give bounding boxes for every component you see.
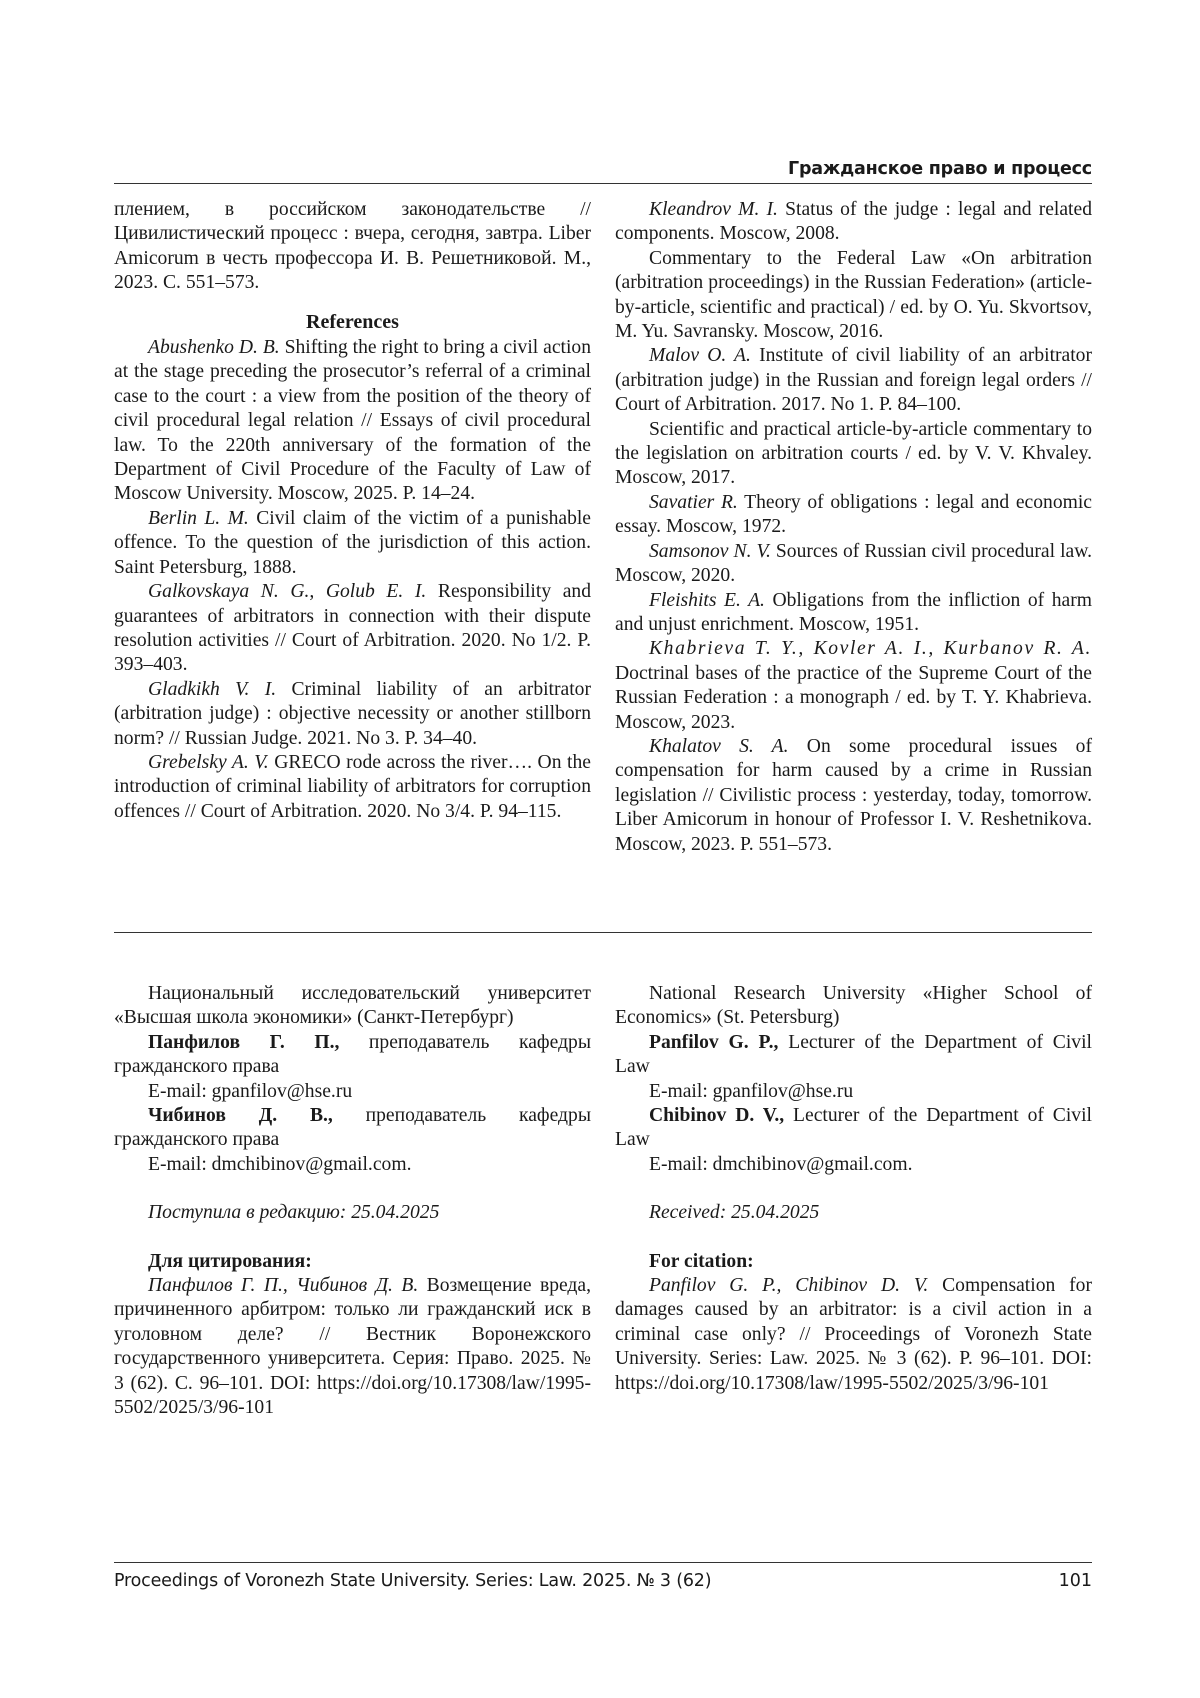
continued-paragraph: плением, в российском законодательстве // Цивилистический процесс : вчера, сегодня, завтра. Liber Amicorum в честь профессора И. В. Решетниковой. М., 2023. С. 551–573. — [114, 198, 591, 296]
author-name: Chibinov D. V., — [649, 1105, 784, 1126]
header-divider — [114, 183, 1092, 184]
reference-item: Berlin L. M. Civil claim of the victim of a punishable offence. To the question of the jurisdiction of this action. Saint Petersburg, 1888. — [114, 507, 591, 580]
author-email: E-mail: dmchibinov@gmail.com. — [615, 1153, 1092, 1177]
reference-author: Kleandrov M. I. — [649, 199, 778, 220]
reference-item: Grebelsky A. V. GRECO rode across the river…. On the introduction of criminal liability of arbitrators for corruption offences // Court of Arbitration. 2020. No 3/4. P. 94–115. — [114, 751, 591, 824]
author-info-russian — [114, 982, 591, 1421]
reference-item: Kleandrov M. I. Status of the judge : legal and related components. Moscow, 2008. — [615, 198, 1092, 247]
reference-item: Galkovskaya N. G., Golub E. I. Responsibility and guarantees of arbitrators in connection with their dispute resolution activities // Court of Arbitration. 2020. No 1/2. P. 393–403. — [114, 580, 591, 678]
reference-author: Khalatov S. A. — [649, 736, 789, 757]
reference-author: Gladkikh V. I. — [148, 679, 276, 700]
author-email: E-mail: gpanfilov@hse.ru — [615, 1080, 1092, 1104]
reference-item: Fleishits E. A. Obligations from the infliction of harm and unjust enrichment. Moscow, 1951. — [615, 589, 1092, 638]
affiliation: Национальный исследовательский университет «Высшая школа экономики» (Санкт-Петербург) — [114, 982, 591, 1031]
author-entry: Панфилов Г. П., преподаватель кафедры гражданского права — [114, 1031, 591, 1080]
left-column-references — [114, 198, 591, 824]
reference-author: Malov O. A. — [649, 345, 751, 366]
reference-author: Khabrieva T. Y., Kovler A. I., Kurbanov R. A. — [649, 638, 1092, 659]
reference-item: Scientific and practical article-by-article commentary to the legislation on arbitration courts / ed. by V. V. Khvaley. Moscow, 2017. — [615, 418, 1092, 491]
section-divider — [114, 932, 1092, 933]
citation-heading: For citation: — [615, 1250, 1092, 1274]
author-name: Panfilov G. P., — [649, 1032, 778, 1053]
reference-item: Commentary to the Federal Law «On arbitration (arbitration proceedings) in the Russian Federation» (article-by-article, scientific and practical) / ed. by O. Yu. Skvortsov, M. Yu. Savransky. Moscow, 2016. — [615, 247, 1092, 345]
right-column-references — [615, 198, 1092, 857]
footer-journal-title: Proceedings of Voronezh State University. Series: Law. 2025. № 3 (62) — [114, 1571, 711, 1591]
author-email: E-mail: dmchibinov@gmail.com. — [114, 1153, 591, 1177]
author-entry: Чибинов Д. В., преподаватель кафедры гражданского права — [114, 1104, 591, 1153]
citation-heading: Для цитирования: — [114, 1250, 591, 1274]
reference-item: Khabrieva T. Y., Kovler A. I., Kurbanov R. A. Doctrinal bases of the practice of the Supreme Court of the Russian Federation : a monograph / ed. by T. Y. Khabrieva. Moscow, 2023. — [615, 637, 1092, 735]
reference-author: Savatier R. — [649, 492, 738, 513]
citation-text: Панфилов Г. П., Чибинов Д. В. Возмещение вреда, причиненного арбитром: только ли гражданский иск в уголовном деле? // Вестник Воронежского государственного университета. Серия: Право. 2025. № 3 (62). С. 96–101. DOI: https://doi.org/10.17308/law/1995-5502/2025/3/96-101 — [114, 1274, 591, 1420]
author-name: Панфилов Г. П., — [148, 1032, 339, 1053]
citation-text: Panfilov G. P., Chibinov D. V. Compensation for damages caused by an arbitrator: is a civil action in a criminal case only? // Proceedings of Voronezh State University. Series: Law. 2025. № 3 (62). P. 96–101. DOI: https://doi.org/10.17308/law/1995-5502/2025/3/96-101 — [615, 1274, 1092, 1396]
received-date: Поступила в редакцию: 25.04.2025 — [114, 1201, 591, 1225]
author-entry: Chibinov D. V., Lecturer of the Department of Civil Law — [615, 1104, 1092, 1153]
reference-author: Berlin L. M. — [148, 508, 249, 529]
affiliation: National Research University «Higher School of Economics» (St. Petersburg) — [615, 982, 1092, 1031]
page-number: 101 — [1059, 1571, 1092, 1591]
footer-divider — [114, 1562, 1092, 1563]
reference-item: Khalatov S. A. On some procedural issues of compensation for harm caused by a crime in Russian legislation // Civilistic process : yesterday, today, tomorrow. Liber Amicorum in honour of Professor I. V. Reshetnikova. Moscow, 2023. P. 551–573. — [615, 735, 1092, 857]
reference-author: Abushenko D. B. — [148, 337, 280, 358]
author-entry: Panfilov G. P., Lecturer of the Department of Civil Law — [615, 1031, 1092, 1080]
running-header: Гражданское право и процесс — [788, 159, 1092, 179]
reference-item: Savatier R. Theory of obligations : legal and economic essay. Moscow, 1972. — [615, 491, 1092, 540]
author-email: E-mail: gpanfilov@hse.ru — [114, 1080, 591, 1104]
reference-author: Fleishits E. A. — [649, 590, 765, 611]
reference-author: Samsonov N. V. — [649, 541, 771, 562]
reference-author: Grebelsky A. V. — [148, 752, 269, 773]
author-info-english — [615, 982, 1092, 1396]
author-name: Чибинов Д. В., — [148, 1105, 333, 1126]
reference-item: Gladkikh V. I. Criminal liability of an arbitrator (arbitration judge) : objective necessity or another stillborn norm? // Russian Judge. 2021. No 3. P. 34–40. — [114, 678, 591, 751]
references-heading: References — [114, 310, 591, 334]
reference-author: Galkovskaya N. G., Golub E. I. — [148, 581, 426, 602]
reference-item: Abushenko D. B. Shifting the right to bring a civil action at the stage preceding the prosecutor’s referral of a criminal case to the court : a view from the position of the theory of civil procedural legal relation // Essays of civil procedural law. To the 220th anniversary of the formation of the Department of Civil Procedure of the Faculty of Law of Moscow University. Moscow, 2025. P. 14–24. — [114, 336, 591, 507]
received-date: Received: 25.04.2025 — [615, 1201, 1092, 1225]
reference-item: Samsonov N. V. Sources of Russian civil procedural law. Moscow, 2020. — [615, 540, 1092, 589]
reference-item: Malov O. A. Institute of civil liability of an arbitrator (arbitration judge) in the Russian and foreign legal orders // Court of Arbitration. 2017. No 1. P. 84–100. — [615, 344, 1092, 417]
